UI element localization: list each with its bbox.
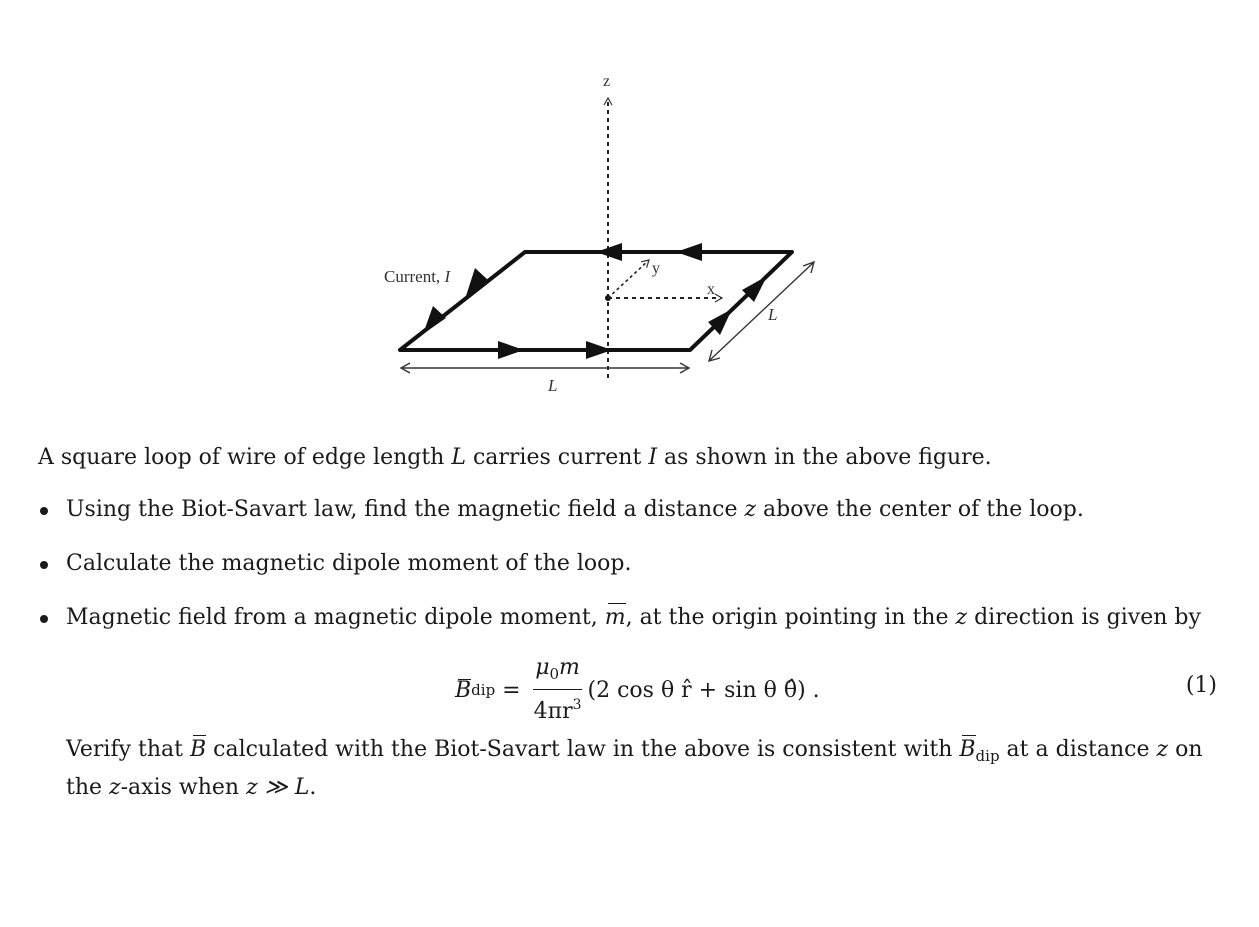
eq-fraction [532,655,584,725]
v-math-dip-sub: dip [975,747,1000,765]
dipole-field-equation [455,655,820,724]
b1-math-z: z [744,497,757,522]
bullet-dot [40,615,48,623]
intro-math-I: I [648,445,658,470]
eq-lhs-B: B [455,677,472,703]
side-edge-label: L [768,305,778,324]
bullet-text-2 [66,548,1218,580]
eq-den-sup: 3 [572,697,582,713]
x-axis-label: x [707,281,715,298]
current-label [384,267,451,286]
v-math-Bdip: B [959,734,975,766]
b1-text-2: above the center of the loop. [756,497,1084,522]
intro-text-3: as shown in the above figure. [657,445,992,470]
current-symbol: I [444,267,451,286]
v-text-4: on the [66,737,1203,800]
b2-text-1: Calculate the magnetic dipole moment of the loop. [66,551,632,576]
z-axis-label: z [603,73,611,90]
bullet-text-3 [66,602,1218,634]
equation-number: (1) [1185,673,1217,698]
eq-equals: = [495,677,528,703]
eq-numerator [533,655,582,690]
b3-math-z: z [955,605,968,630]
verify-paragraph [66,734,1221,804]
v-text-2: calculated with the Biot-Savart law in the above is consistent with [206,737,960,762]
eq-denominator [532,690,584,725]
square-loop-diagram [360,60,860,405]
bullet-text-1 [66,494,1218,526]
v-math-B: B [190,734,206,766]
side-dimension-line [710,263,813,360]
eq-lhs-subscript: dip [471,681,496,699]
eq-m: m [559,655,580,680]
arrow-bottom-left [498,341,524,359]
intro-text-1: A square loop of wire of edge length [38,445,452,470]
arrow-top-center [596,243,622,261]
eq-rhs: (2 cos θ r̂ + sin θ θ̂) . [587,677,820,703]
b3-text-1: Magnetic field from a magnetic dipole moment, [66,605,605,630]
bullet-dot [40,507,48,515]
loop-figure [360,60,860,405]
v-text-3: at a distance [999,737,1157,762]
y-axis-label: y [652,260,660,277]
eq-mu: μ [535,655,550,680]
intro-text-2: carries current [465,445,649,470]
b1-text-1: Using the Biot-Savart law, find the magnetic field a distance [66,497,745,522]
bullet-item-2 [38,548,1218,580]
v-text-6: . [309,775,317,800]
b3-text-3: direction is given by [967,605,1201,630]
b3-text-2: , at the origin pointing in the [625,605,956,630]
current-label-text: Current, [384,267,445,286]
intro-math-L: L [451,445,466,470]
current-loop [400,252,792,350]
bottom-edge-label: L [548,376,558,395]
v-text-1: Verify that [66,737,190,762]
v-math-condition: z ≫ L [246,775,310,800]
b3-math-m-vector: m [605,602,626,634]
y-axis [608,260,649,298]
v-text-5: -axis when [120,775,247,800]
eq-den-text: 4πr [533,699,573,724]
eq-mu-sub: 0 [549,665,560,683]
arrow-left-lower [423,306,446,334]
bullet-item-3 [38,602,1218,634]
bullet-dot [40,561,48,569]
intro-paragraph [38,442,1218,474]
arrow-top-right [676,243,702,261]
v-math-z-2: z [109,775,121,800]
v-math-z-1: z [1156,737,1169,762]
bullet-item-1 [38,494,1218,526]
current-arrows [423,243,767,359]
